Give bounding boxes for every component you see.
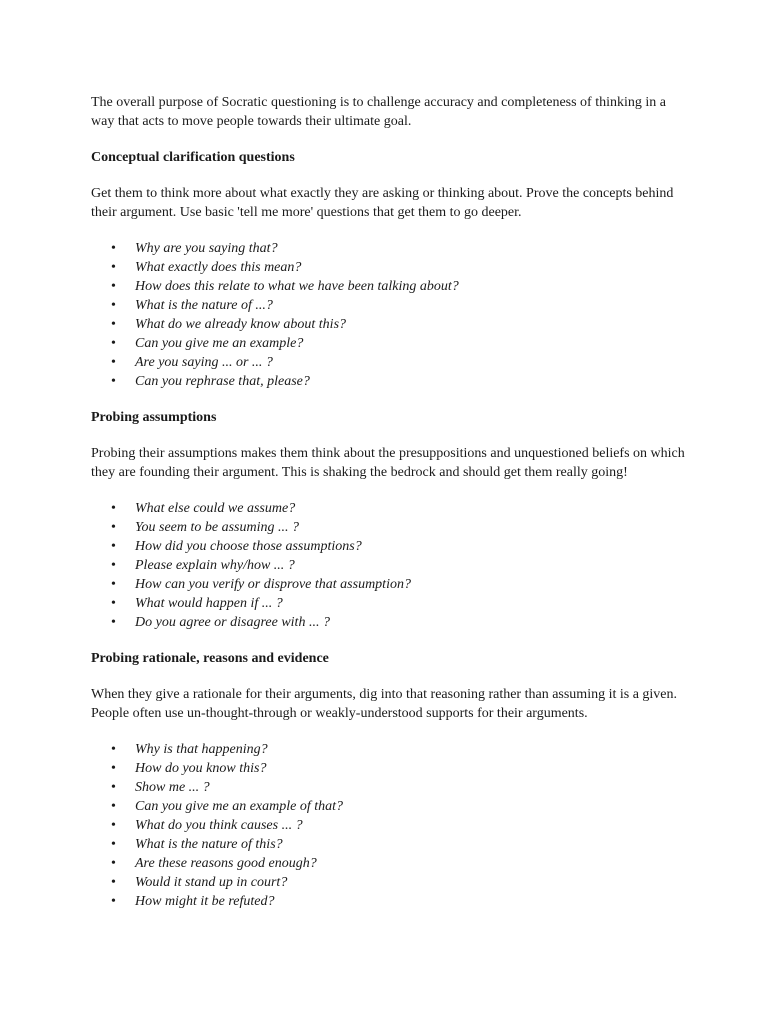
bullet-icon: • bbox=[111, 875, 116, 890]
list-item bbox=[91, 835, 691, 854]
bullet-icon: • bbox=[111, 317, 116, 332]
bullet-icon: • bbox=[111, 742, 116, 757]
bullet-icon: • bbox=[111, 856, 116, 871]
section-paragraph: Probing their assumptions makes them think about the presuppositions and unquestioned beliefs on which they are founding their argument. This is shaking the bedrock and should get them really going! bbox=[91, 446, 685, 480]
list-item bbox=[91, 518, 691, 537]
list-item bbox=[91, 353, 691, 372]
list-item bbox=[91, 613, 691, 632]
question-text: Why are you saying that? bbox=[135, 241, 278, 256]
list-item bbox=[91, 797, 691, 816]
question-text: Can you give me an example of that? bbox=[135, 799, 344, 814]
section-heading: Probing assumptions bbox=[91, 410, 217, 425]
question-text: Can you give me an example? bbox=[135, 336, 304, 351]
section-heading: Conceptual clarification questions bbox=[91, 150, 295, 165]
question-text: How do you know this? bbox=[135, 761, 267, 776]
list-item bbox=[91, 575, 691, 594]
bullet-icon: • bbox=[111, 374, 116, 389]
section-paragraph: Get them to think more about what exactly they are asking or thinking about. Prove the concepts behind their argument. Use basic 'tell me more' questions that get them to go deeper. bbox=[91, 186, 674, 220]
section-heading: Probing rationale, reasons and evidence bbox=[91, 651, 329, 666]
bullet-icon: • bbox=[111, 520, 116, 535]
question-text: What is the nature of this? bbox=[135, 837, 283, 852]
question-text: You seem to be assuming ... ? bbox=[135, 520, 299, 535]
question-text: What exactly does this mean? bbox=[135, 260, 302, 275]
list-item bbox=[91, 296, 691, 315]
list-item bbox=[91, 759, 691, 778]
list-item bbox=[91, 372, 691, 391]
list-item bbox=[91, 816, 691, 835]
bullet-icon: • bbox=[111, 336, 116, 351]
question-text: What else could we assume? bbox=[135, 501, 296, 516]
bullet-icon: • bbox=[111, 558, 116, 573]
bullet-icon: • bbox=[111, 615, 116, 630]
list-item bbox=[91, 740, 691, 759]
bullet-icon: • bbox=[111, 780, 116, 795]
question-text: What is the nature of ...? bbox=[135, 298, 273, 313]
document-page bbox=[91, 93, 691, 928]
bullet-icon: • bbox=[111, 761, 116, 776]
bullet-icon: • bbox=[111, 260, 116, 275]
question-list bbox=[91, 239, 691, 391]
list-item bbox=[91, 239, 691, 258]
bullet-icon: • bbox=[111, 818, 116, 833]
question-text: What do you think causes ... ? bbox=[135, 818, 303, 833]
list-item bbox=[91, 499, 691, 518]
question-text: Do you agree or disagree with ... ? bbox=[135, 615, 330, 630]
question-list bbox=[91, 499, 691, 632]
bullet-icon: • bbox=[111, 894, 116, 909]
list-item bbox=[91, 277, 691, 296]
question-text: How can you verify or disprove that assumption? bbox=[135, 577, 411, 592]
bullet-icon: • bbox=[111, 355, 116, 370]
list-item bbox=[91, 315, 691, 334]
section-paragraph: When they give a rationale for their arguments, dig into that reasoning rather than assuming it is a given. People often use un-thought-through or weakly-understood supports for their arguments. bbox=[91, 687, 678, 721]
question-list bbox=[91, 740, 691, 911]
list-item bbox=[91, 854, 691, 873]
question-text: How does this relate to what we have been talking about? bbox=[135, 279, 459, 294]
sections-container bbox=[91, 148, 691, 911]
question-text: How might it be refuted? bbox=[135, 894, 275, 909]
list-item bbox=[91, 556, 691, 575]
bullet-icon: • bbox=[111, 837, 116, 852]
question-text: What do we already know about this? bbox=[135, 317, 347, 332]
list-item bbox=[91, 537, 691, 556]
bullet-icon: • bbox=[111, 596, 116, 611]
bullet-icon: • bbox=[111, 799, 116, 814]
bullet-icon: • bbox=[111, 539, 116, 554]
bullet-icon: • bbox=[111, 279, 116, 294]
list-item bbox=[91, 258, 691, 277]
bullet-icon: • bbox=[111, 241, 116, 256]
bullet-icon: • bbox=[111, 577, 116, 592]
list-item bbox=[91, 892, 691, 911]
question-text: Are these reasons good enough? bbox=[135, 856, 317, 871]
question-text: Why is that happening? bbox=[135, 742, 268, 757]
question-text: Show me ... ? bbox=[135, 780, 210, 795]
question-text: Are you saying ... or ... ? bbox=[135, 355, 273, 370]
list-item bbox=[91, 873, 691, 892]
list-item bbox=[91, 334, 691, 353]
question-text: How did you choose those assumptions? bbox=[135, 539, 362, 554]
question-text: Please explain why/how ... ? bbox=[135, 558, 295, 573]
bullet-icon: • bbox=[111, 298, 116, 313]
bullet-icon: • bbox=[111, 501, 116, 516]
question-text: Would it stand up in court? bbox=[135, 875, 288, 890]
intro-paragraph: The overall purpose of Socratic questioning is to challenge accuracy and completeness of thinking in a way that acts to move people towards their ultimate goal. bbox=[91, 95, 666, 129]
question-text: What would happen if ... ? bbox=[135, 596, 283, 611]
question-text: Can you rephrase that, please? bbox=[135, 374, 310, 389]
list-item bbox=[91, 594, 691, 613]
list-item bbox=[91, 778, 691, 797]
